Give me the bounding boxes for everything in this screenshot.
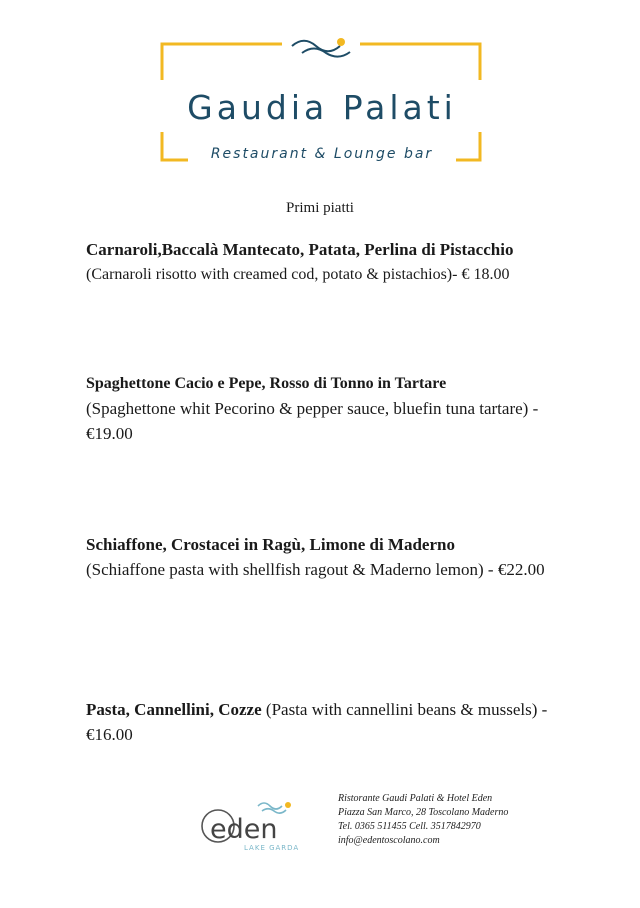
frame-top-right — [360, 44, 480, 80]
footer-line-address: Piazza San Marco, 28 Toscolano Maderno — [338, 807, 509, 818]
dish-item-3 — [86, 532, 556, 582]
dish-name: Carnaroli,Baccalà Mantecato, Patata, Perlina di Pistacchio — [86, 240, 514, 259]
dish-description: (Carnaroli risotto with creamed cod, potato & pistachios)- € 18.00 — [86, 266, 510, 283]
brand-logo — [160, 36, 484, 164]
dish-item-2 — [86, 371, 556, 446]
wave-icon-top — [292, 41, 340, 52]
eden-sun-icon — [285, 802, 291, 808]
section-title: Primi piatti — [286, 200, 354, 216]
dish-item-1 — [86, 237, 556, 287]
sun-icon — [337, 38, 345, 46]
dish-item-4 — [86, 697, 556, 747]
footer-line-email[interactable]: info@edentoscolano.com — [338, 835, 440, 846]
eden-lake-garda: LAKE GARDA — [244, 844, 300, 852]
brand-tagline: Restaurant & Lounge bar — [160, 146, 484, 162]
eden-wave-icon — [258, 803, 282, 809]
eden-logo — [196, 798, 316, 858]
footer-contact — [338, 792, 578, 848]
wave-icon-bottom — [302, 49, 350, 57]
eden-logo-mark — [196, 798, 316, 858]
dish-name: Pasta, Cannellini, Cozze — [86, 700, 262, 719]
footer-line-venue: Ristorante Gaudi Palati & Hotel Eden — [338, 793, 493, 804]
dish-name: Spaghettone Cacio e Pepe, Rosso di Tonno in Tartare — [86, 375, 447, 392]
dish-name: Schiaffone, Crostacei in Ragù, Limone di Maderno — [86, 535, 455, 554]
dish-description: (Pasta with cannellini beans & mussels) - €16.00 — [86, 700, 548, 744]
brand-name: Gaudia Palati — [187, 88, 457, 127]
footer-line-phone: Tel. 0365 511455 Cell. 3517842970 — [338, 821, 481, 832]
frame-top-left — [162, 44, 282, 80]
dish-description: (Schiaffone pasta with shellfish ragout & Maderno lemon) - €22.00 — [86, 560, 545, 579]
eden-wordmark: eden — [210, 814, 278, 845]
dish-description: (Spaghettone whit Pecorino & pepper sauce, bluefin tuna tartare) - €19.00 — [86, 399, 539, 443]
